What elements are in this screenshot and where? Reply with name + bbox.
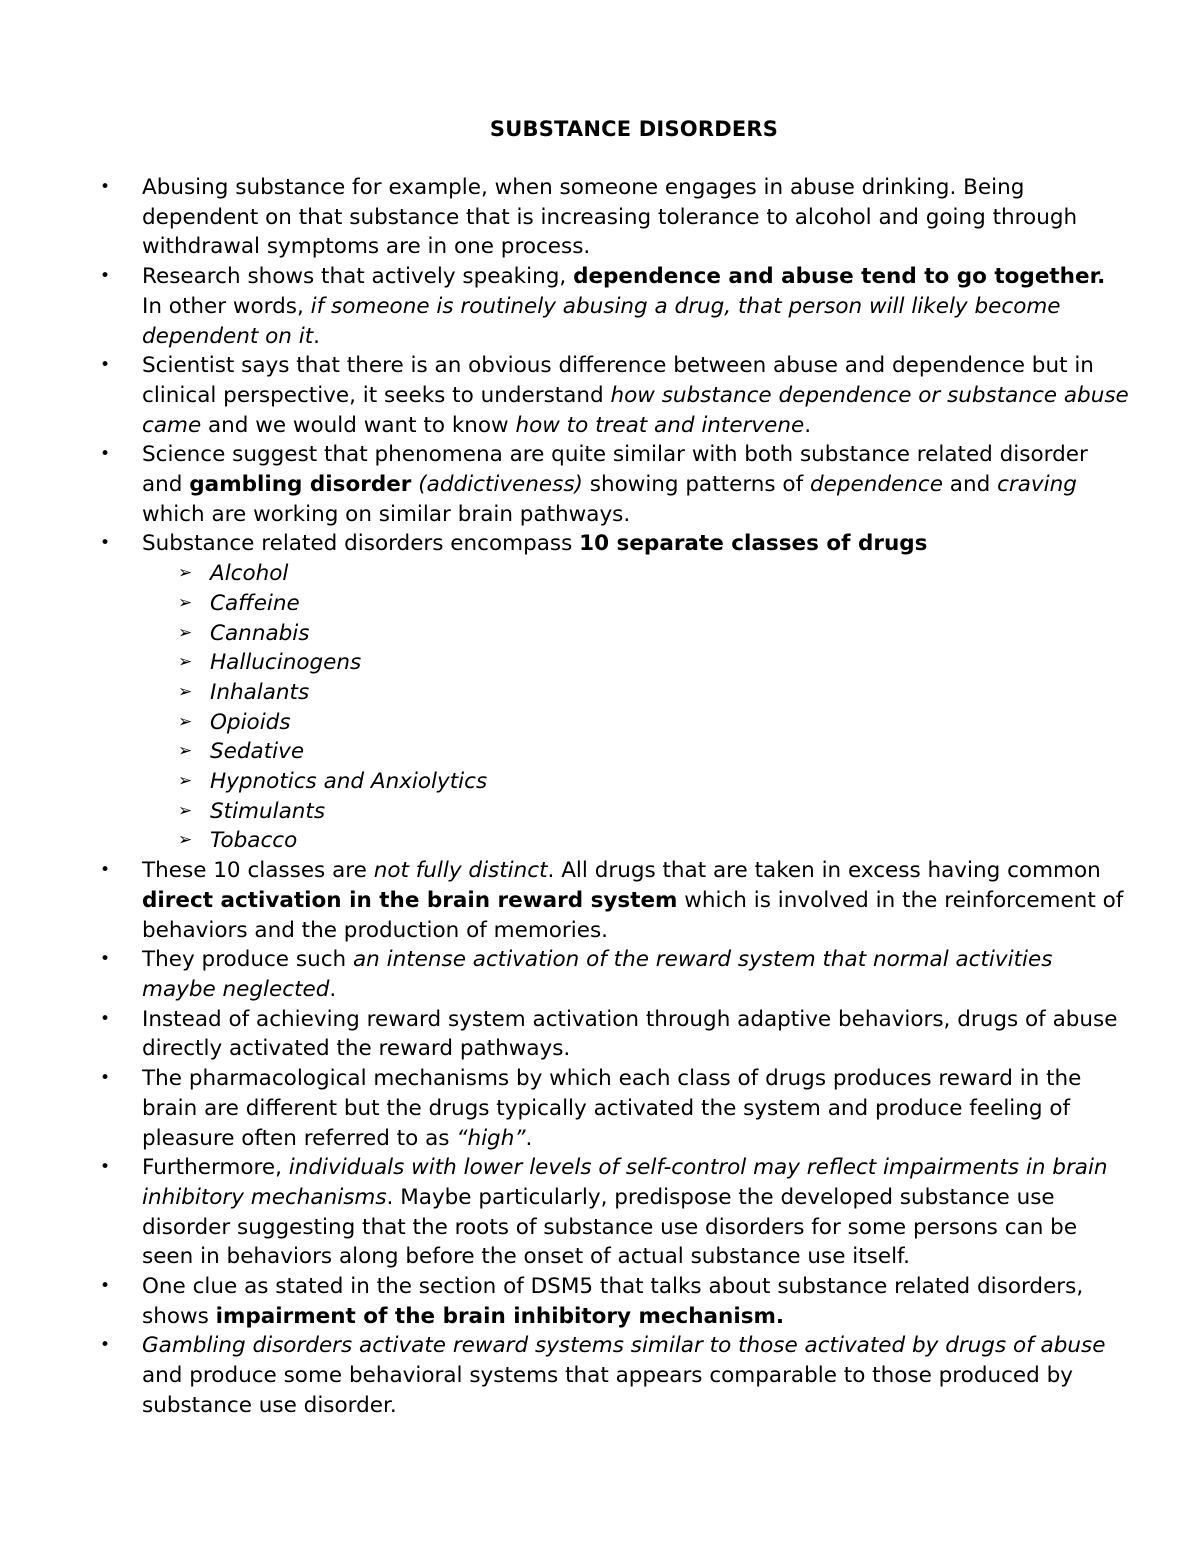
bullet-icon: • (100, 355, 111, 376)
drug-class-label: Alcohol (210, 561, 289, 587)
drug-class-label: Cannabis (210, 620, 310, 646)
arrow-bullet-icon: ➢ (178, 681, 193, 702)
bullet-icon: • (100, 533, 111, 554)
drug-class-label: Hypnotics and Anxiolytics (210, 769, 488, 795)
drug-class-label: Sedative (210, 739, 305, 765)
drug-class-label: Opioids (210, 709, 291, 735)
bullet-icon: • (100, 1335, 111, 1356)
drug-class-item (100, 767, 1130, 797)
bullet-text (142, 175, 1077, 259)
text-segment: 10 separate classes of drugs (579, 531, 928, 557)
text-segment: dependence and abuse tend to go together. (573, 264, 1106, 290)
arrow-bullet-icon: ➢ (178, 711, 193, 732)
bullet-text (142, 353, 1129, 437)
bullet-text (142, 264, 1105, 348)
arrow-bullet-icon: ➢ (178, 741, 193, 762)
text-segment: and produce some behavioral systems that appears comparable to those produced by substance use disorder. (142, 1363, 1073, 1418)
drug-class-item (100, 708, 1130, 738)
arrow-bullet-icon: ➢ (178, 771, 193, 792)
text-segment: which are working on similar brain pathways. (142, 501, 631, 527)
text-segment: an intense activation of the reward system that normal activities maybe neglected (142, 947, 1053, 1002)
text-segment: Research shows that actively speaking, (142, 264, 574, 290)
text-segment: Substance related disorders encompass (142, 531, 580, 557)
bullet-item (100, 945, 1130, 1004)
drug-class-label: Stimulants (210, 798, 326, 824)
page-title: SUBSTANCE DISORDERS (489, 117, 779, 141)
text-segment: . All drugs that are taken in excess having common (547, 858, 1101, 884)
text-segment: . (329, 976, 337, 1002)
bullet-item (100, 262, 1130, 351)
text-segment: They produce such (142, 947, 353, 973)
text-segment: Gambling disorders activate reward systems similar to those activated by drugs of abuse (142, 1333, 1106, 1359)
bullet-icon: • (100, 1068, 111, 1089)
text-segment: Instead of achieving reward system activation through adaptive behaviors, drugs of abuse directly activated the reward pathways. (142, 1006, 1118, 1062)
arrow-bullet-icon: ➢ (178, 563, 193, 584)
bullet-item (100, 1153, 1130, 1272)
drug-class-item (100, 559, 1130, 589)
drug-class-item (100, 648, 1130, 678)
bullet-item (100, 1064, 1130, 1153)
text-segment: craving (997, 472, 1077, 498)
bullet-item (100, 351, 1130, 440)
text-segment: showing patterns of (582, 472, 810, 498)
bullet-item (100, 1272, 1130, 1331)
text-segment: . (313, 323, 321, 349)
text-segment: which is involved in the reinforcement of behaviors and the production of memories. (142, 887, 1124, 943)
text-segment: how to treat and intervene (515, 412, 805, 438)
bullet-item (100, 173, 1130, 262)
text-segment: gambling disorder (189, 472, 412, 498)
bullet-icon: • (100, 1157, 111, 1178)
drug-class-item (100, 678, 1130, 708)
drug-class-item (100, 737, 1130, 767)
drug-class-item (100, 619, 1130, 649)
bullet-icon: • (100, 444, 111, 465)
arrow-bullet-icon: ➢ (178, 622, 193, 643)
drug-class-label: Inhalants (210, 679, 310, 705)
text-segment: . (804, 412, 812, 438)
bullet-icon: • (100, 266, 111, 287)
text-segment: . Maybe particularly, predispose the developed substance use disorder suggesting that the roots of substance use disorders for some persons can be seen in behaviors along before the onset of actual substance use itself. (142, 1184, 1078, 1270)
text-segment: not fully distinct (373, 858, 548, 884)
text-segment: Scientist says that there is an obvious difference between abuse and dependence but in clinical perspective, it seeks to understand (142, 353, 1094, 408)
text-segment: dependence (810, 472, 943, 498)
text-segment: how substance dependence or substance abuse came (142, 382, 1129, 438)
bullet-text (142, 1274, 1083, 1329)
text-segment: and (942, 472, 998, 498)
bullet-item (100, 529, 1130, 559)
text-segment: Abusing substance for example, when someone engages in abuse drinking. Being dependent on that substance that is increasing tolerance to alcohol and going through withdrawal symptoms are in one process. (142, 175, 1078, 260)
text-segment: impairment of the brain inhibitory mechanism. (215, 1303, 785, 1329)
bullet-text (142, 947, 1052, 1002)
bullet-icon: • (100, 1276, 111, 1297)
drug-class-item (100, 589, 1130, 619)
text-segment: In other words, (142, 293, 311, 319)
text-segment: direct activation in the brain reward system (142, 887, 678, 913)
bullet-icon: • (100, 949, 111, 970)
text-segment: Science suggest that phenomena are quite similar with both substance related disorder and (142, 442, 1088, 498)
bullet-text (142, 531, 927, 556)
bullet-text (142, 442, 1088, 526)
text-segment: individuals with lower levels of self-control may reflect impairments in brain inhibitory mechanisms (142, 1155, 1108, 1210)
bullet-icon: • (100, 1008, 111, 1029)
document-body (100, 173, 1130, 1421)
drug-class-item (100, 826, 1130, 856)
bullet-text (142, 1155, 1108, 1269)
bullet-text (142, 1066, 1081, 1150)
bullet-icon: • (100, 860, 111, 881)
bullet-item (100, 1331, 1130, 1420)
arrow-bullet-icon: ➢ (178, 592, 193, 613)
text-segment: (addictiveness) (418, 472, 583, 498)
text-segment: One clue as stated in the section of DSM5 that talks about substance related disorders, shows (142, 1274, 1084, 1329)
drug-class-label: Tobacco (210, 828, 298, 854)
drug-class-label: Hallucinogens (210, 650, 362, 676)
bullet-text (142, 1007, 1117, 1062)
text-segment: . (525, 1125, 533, 1151)
bullet-text (142, 858, 1123, 942)
bullet-item (100, 1005, 1130, 1064)
bullet-item (100, 856, 1130, 945)
bullet-text (142, 1333, 1105, 1417)
arrow-bullet-icon: ➢ (178, 800, 193, 821)
text-segment: These 10 classes are (142, 858, 374, 884)
text-segment: “high” (456, 1125, 526, 1151)
text-segment: and we would want to know (201, 412, 516, 438)
text-segment: The pharmacological mechanisms by which each class of drugs produces reward in the brain are different but the drugs typically activated the system and produce feeling of pleasure often referred to as (142, 1066, 1082, 1151)
bullet-item (100, 440, 1130, 529)
drug-class-item (100, 797, 1130, 827)
drug-class-label: Caffeine (210, 590, 300, 616)
text-segment: Furthermore, (142, 1155, 289, 1181)
arrow-bullet-icon: ➢ (178, 830, 193, 851)
arrow-bullet-icon: ➢ (178, 652, 193, 673)
text-segment: if someone is routinely abusing a drug, that person will likely become dependent on it (142, 293, 1061, 349)
bullet-icon: • (100, 177, 111, 197)
